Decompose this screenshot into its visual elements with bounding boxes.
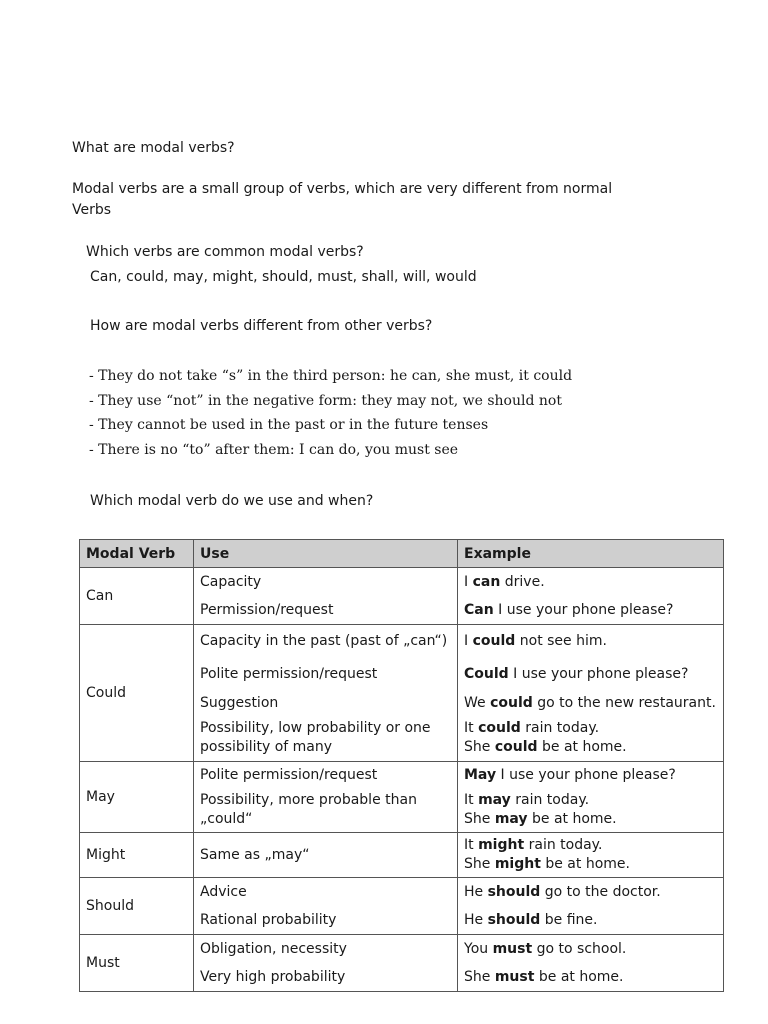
example-item (458, 878, 723, 906)
example-sentence (464, 632, 607, 651)
rules-list (89, 364, 572, 463)
page-heading: What are modal verbs? (72, 140, 235, 156)
example-item (458, 935, 723, 963)
example-sentence (464, 573, 545, 592)
example-text: It (464, 720, 479, 736)
example-text: I (464, 573, 473, 590)
example-text: go to school. (532, 940, 627, 957)
example-cell (458, 833, 724, 878)
example-cell (458, 568, 724, 625)
example-text: drive. (500, 573, 545, 590)
use-cell (194, 762, 458, 833)
modal-verb-highlight: could (494, 739, 538, 755)
rule-item: - They do not take “s” in the third person: he can, she must, it could (89, 368, 573, 384)
modal-verb-highlight: must (494, 968, 535, 985)
example-item (458, 762, 723, 788)
example-item (458, 788, 723, 832)
modal-verb-highlight: should (487, 883, 541, 900)
use-item: Obligation, necessity (200, 940, 347, 957)
example-item (458, 963, 723, 991)
table-row (80, 878, 724, 935)
modal-verbs-table (79, 539, 724, 992)
use-cell (194, 568, 458, 625)
example-text: be at home. (540, 856, 630, 872)
header-modal-verb: Modal Verb (80, 540, 194, 568)
header-example: Example (458, 540, 724, 568)
rule-item: - They cannot be used in the past or in the future tenses (89, 417, 489, 434)
example-text: rain today. (510, 792, 590, 808)
use-item: Polite permission/request (200, 665, 378, 682)
modal-verb-highlight: May (464, 766, 497, 783)
example-sentence (464, 855, 630, 874)
modal-verb-cell: Might (80, 833, 194, 878)
example-sentence (464, 694, 716, 713)
modal-verb-highlight: might (478, 837, 525, 853)
example-sentence (464, 766, 676, 785)
use-item: Rational probability (200, 911, 337, 928)
example-sentence (464, 719, 599, 738)
example-text: She (464, 856, 495, 872)
example-sentence (464, 665, 688, 684)
example-text: be at home. (527, 811, 617, 827)
modal-verb-highlight: might (494, 856, 541, 872)
modal-verb-highlight: could (472, 632, 516, 649)
example-text: We (464, 694, 491, 711)
use-item: Possibility, more probable than „could“ (200, 792, 417, 827)
example-cell (458, 935, 724, 992)
example-sentence (464, 911, 597, 930)
example-text: be at home. (534, 968, 624, 985)
intro-line-2: Verbs (72, 202, 112, 218)
example-text: rain today. (520, 720, 600, 736)
question-common-verbs: Which verbs are common modal verbs? (86, 244, 364, 260)
example-sentence (464, 883, 661, 902)
example-item (458, 691, 723, 715)
example-sentence (464, 836, 602, 855)
example-text: be fine. (540, 911, 598, 928)
table-row (80, 625, 724, 762)
example-text: I (464, 632, 473, 649)
table-row (80, 568, 724, 625)
table-row (80, 833, 724, 878)
table-row (80, 935, 724, 992)
example-sentence (464, 968, 623, 987)
use-item: Suggestion (200, 694, 279, 711)
use-item: Capacity in the past (past of „can“) (200, 632, 448, 649)
use-cell (194, 625, 458, 762)
use-cell (194, 833, 458, 878)
use-item: Permission/request (200, 601, 334, 618)
modal-verb-highlight: must (492, 940, 533, 957)
example-text: It (464, 792, 479, 808)
use-item: Same as „may“ (200, 846, 310, 863)
table-row (80, 762, 724, 833)
example-item (458, 833, 723, 877)
intro-line-1: Modal verbs are a small group of verbs, which are very different from normal (72, 181, 613, 197)
modal-verb-cell: Could (80, 625, 194, 762)
modal-verb-highlight: could (478, 720, 521, 736)
use-item: Possibility, low probability or one possibility of many (200, 720, 431, 755)
modal-verb-highlight: may (478, 792, 511, 808)
example-cell (458, 878, 724, 935)
example-item (458, 715, 723, 761)
example-text: She (464, 739, 495, 755)
modal-verb-highlight: Could (464, 665, 509, 682)
question-when: Which modal verb do we use and when? (90, 493, 374, 509)
example-text: I use your phone please? (508, 665, 689, 682)
example-text: I use your phone please? (496, 766, 676, 783)
example-item (458, 906, 723, 934)
example-sentence (464, 940, 626, 959)
rule-item: - There is no “to” after them: I can do, you must see (89, 442, 459, 459)
table-header-row (80, 540, 724, 568)
example-sentence (464, 791, 589, 810)
modal-verb-highlight: could (490, 694, 533, 711)
modal-verb-highlight: may (494, 811, 528, 827)
example-text: rain today. (524, 837, 603, 853)
use-item: Capacity (200, 573, 262, 590)
example-sentence (464, 810, 617, 829)
modal-verb-cell: May (80, 762, 194, 833)
example-text: be at home. (537, 739, 627, 755)
example-item (458, 568, 723, 596)
use-item: Very high probability (200, 968, 346, 985)
modal-verb-cell: Should (80, 878, 194, 935)
example-text: not see him. (515, 632, 607, 649)
example-text: She (464, 811, 495, 827)
rule-item: - They use “not” in the negative form: they may not, we should not (89, 392, 562, 409)
use-cell (194, 878, 458, 935)
example-item (458, 657, 723, 691)
example-item (458, 625, 723, 657)
example-text: It (464, 837, 479, 853)
example-text: She (464, 968, 495, 985)
example-sentence (464, 738, 627, 757)
modal-verb-highlight: Can (464, 601, 494, 618)
example-text: You (464, 940, 493, 957)
question-differences: How are modal verbs different from other verbs? (90, 318, 433, 334)
header-use: Use (194, 540, 458, 568)
modal-verb-highlight: should (487, 911, 541, 928)
modal-verb-cell: Must (80, 935, 194, 992)
example-sentence (464, 601, 673, 620)
use-item: Advice (200, 883, 247, 900)
example-text: He (464, 883, 488, 900)
example-cell (458, 625, 724, 762)
use-cell (194, 935, 458, 992)
example-text: I use your phone please? (493, 601, 674, 618)
use-item: Polite permission/request (200, 766, 378, 783)
example-text: He (464, 911, 488, 928)
modal-verb-highlight: can (472, 573, 501, 590)
example-cell (458, 762, 724, 833)
modal-verb-cell: Can (80, 568, 194, 625)
common-verbs-list: Can, could, may, might, should, must, shall, will, would (90, 269, 477, 285)
example-text: go to the new restaurant. (532, 694, 716, 711)
example-text: go to the doctor. (540, 883, 661, 900)
example-item (458, 596, 723, 624)
